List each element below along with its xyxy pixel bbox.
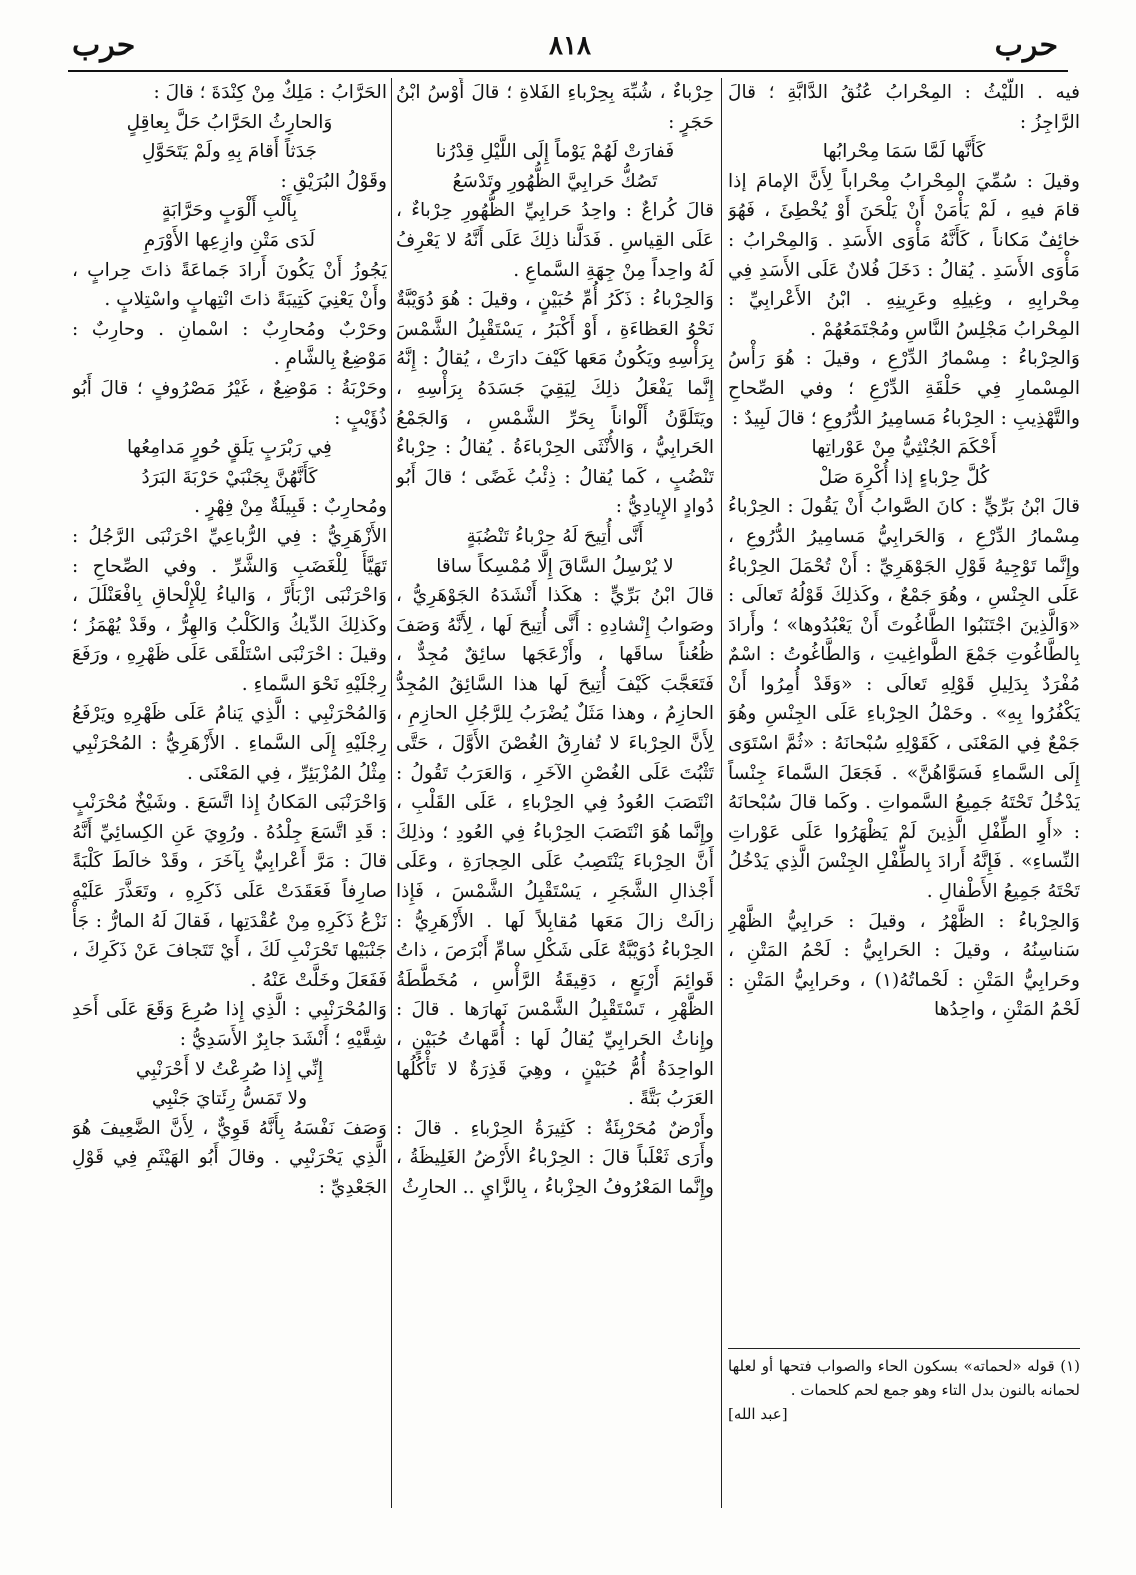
verse-line: تَصُكُّ حَرابِيَّ الظُّهُورِ وتَدْسَعُ [452,170,658,192]
column-left [72,78,387,1508]
column-middle [396,78,714,1508]
paragraph: الأَزْهَرِيُّ : فِي الرُّباعِيِّ احْرَنْبَى الرَّجُلُ : تَهَيَّأَ لِلْغَضَبِ وَالشَّرِّ . وفي الصِّحاحِ : وَاحْرَنْبَى ازْبَأَرَّ ، وَالياءُ لِلْإِلْحاقِ بِافْعَنْلَلَ ، وكَذلِكَ الدِّيكُ وَالكَلْبُ وَالهِرُّ ، وقَدْ يُهْمَزُ ؛ وقيلَ : احْرَنْبَى اسْتَلْقَى عَلَى ظَهْرِهِ ، ورَفَعَ رِجْلَيْهِ نَحْوَ السَّماءِ . [72,525,387,695]
paragraph: فيه . اللَّيْثُ : المِحْرابُ عُنُقُ الدَّابَّةِ ؛ قالَ الرَّاجِزُ : [728,82,1080,133]
footnote-signature: [عبد الله] [728,1405,788,1423]
column-right [728,78,1080,1338]
footnote [728,1354,1080,1426]
verse-line: فَفارَتْ لَهُمْ يَوْماً إِلَى اللَّيْلِ قِدْرُنا [435,141,675,163]
verse-line: كُلَّ حِرْباءٍ إذا أُكْرِهَ صَلْ [818,466,990,488]
paragraph: وَالحِرْباءُ : مِسْمارُ الدِّرْعِ ، وقيلَ : هُوَ رَأْسُ المِسْمارِ فِي حَلْقَةِ الدِّرْعِ ؛ وفي الصِّحاحِ والتَّهْذِيبِ : الحِرْباءُ مَسامِيرُ الدُّرُوعِ ؛ قالَ لَبِيدٌ : [728,348,1080,429]
paragraph: وقيلَ : سُمِّيَ المِحْرابُ مِحْراباً لِأَنَّ الإمامَ إذا قامَ فيهِ ، لَمْ يَأْمَنْ أَنْ يَلْحَنَ أَوْ يُخْطِئَ ، فَهُوَ خائِفٌ مَكاناً ، كَأَنَّهُ مَأْوَى الأَسَدِ . وَالمِحْرابُ : مَأْوَى الأَسَدِ . يُقالُ : دَخَلَ فُلانٌ عَلَى الأَسَدِ فِي مِحْرابِهِ ، وغِيلِهِ وعَرِينِهِ . ابْنُ الأَعْرابِيِّ : المِحْرابُ مَجْلِسُ النَّاسِ ومُجْتَمَعُهُمْ . [728,170,1080,340]
paragraph: وحَرْبَةُ : مَوْضِعٌ ، غَيْرُ مَصْرُوفٍ ؛ قالَ أَبُو ذُؤَيْبٍ : [72,377,387,429]
paragraph: وَالحِرْباءُ : الظَّهْرُ ، وقيلَ : حَرابِيُّ الظَّهْرِ سَناسِنُهُ ، وقيلَ : الحَرابِيُّ : لَحْمُ المَتْنِ ، وحَرابِيُّ المَتْنِ : لَحْماتُهُ(١) ، وحَرابِيُّ المَتْنِ : لَحْمُ المَتْنِ ، واحِدُها [728,910,1080,1021]
header-root-word-right: حرب [994,28,1058,63]
verse-line: بِأَلْبِ أَلْوَبٍ وحَرَّابَةٍ [161,200,298,222]
verse-line: أَنَّى أُتِيحَ لَهُ حِرْباءُ تَنْضُبَةٍ [466,525,644,547]
verse-line: فِي رَبْرَبٍ يَلَقٍ حُورٍ مَدامِعُها [127,437,332,459]
paragraph: قالَ كُراعٌ : واحِدُ حَرابِيِّ الظُّهُورِ حِرْباءٌ ، عَلَى القِياسِ . فَدَلَّنا ذلِكَ عَلَى أَنَّهُ لا يَعْرِفُ لَهُ واحِداً مِنْ جِهَةِ السَّماعِ . [396,200,714,281]
paragraph: وحَرْبٌ ومُحارِبٌ : اسْمانِ . وحارِبٌ : مَوْضِعٌ بِالشَّامِ . [72,318,387,370]
verse-line: أَحْكَمَ الجُنْثِيُّ مِنْ عَوْراتِها [811,437,997,459]
paragraph: الحَرَّابُ : مَلِكٌ مِنْ كِنْدَةَ ؛ قالَ : [153,82,387,103]
paragraph: قالَ ابْنُ بَرِّيٍّ : كانَ الصَّوابُ أَنْ يَقُولَ : الحِرْباءُ مِسْمارُ الدِّرْعِ ، وَالحَرابِيُّ مَسامِيرُ الدُّرُوعِ ، وإِنَّما تَوْجِيهُ قَوْلِ الجَوْهَرِيِّ : أَنْ تُحْمَلَ الحِرْباءُ عَلَى الجِنْسِ ، وهُوَ جَمْعٌ ، وكَذلِكَ قَوْلُهُ تَعالَى : «وَالَّذِينَ اجْتَنَبُوا الطَّاغُوتَ أَنْ يَعْبُدُوها» ؛ وأَرادَ بِالطَّاغُوتِ جَمْعَ الطَّواغِيتِ ، وَالطَّاغُوتُ : اسْمٌ مُفْرَدٌ بِدَلِيلِ قَوْلِهِ تَعالَى : «وَقَدْ أُمِرُوا أَنْ يَكْفُرُوا بِهِ» . وحَمْلُ الحِرْباءِ عَلَى الجِنْسِ وهُوَ جَمْعٌ فِي المَعْنَى ، كَقَوْلِهِ سُبْحانَهُ : «ثُمَّ اسْتَوَى إِلَى السَّماءِ فَسَوَّاهُنَّ» . فَجَعَلَ السَّماءَ جِنْساً يَدْخُلُ تَحْتَهُ جَمِيعُ السَّمواتِ . وكَما قالَ سُبْحانَهُ : «أَوِ الطِّفْلِ الَّذِينَ لَمْ يَظْهَرُوا عَلَى عَوْراتِ النِّساءِ» . فَإِنَّهُ أَرادَ بِالطِّفْلِ الجِنْسَ الَّذِي يَدْخُلُ تَحْتَهُ جَمِيعُ الأَطْفالِ . [728,496,1080,903]
verse-line: كَأَنَّها لَمَّا سَمَا مِحْرابُها [822,141,986,163]
verse-line: وَالحارِثُ الحَرَّابُ حَلَّ بِعاقِلٍ [126,111,333,133]
paragraph: وَاحْرَنْبَى المَكانُ إِذا اتَّسَعَ . وشَيْخٌ مُحْرَنْبٍ : قَدِ اتَّسَعَ جِلْدُهُ . ورُوِيَ عَنِ الكِسائِيِّ أَنَّهُ قالَ : مَرَّ أَعْرابِيٌّ بِآخَرَ ، وقَدْ خالَطَ كَلْبَةً صارِفاً فَعَقَدَتْ عَلَى ذَكَرِهِ ، وتَعَذَّرَ عَلَيْهِ نَزْعُ ذَكَرِهِ مِنْ عُقْدَتِها ، فَقالَ لَهُ المارُّ : جَأْ جَنْبَيْها تَحْرَنْبِ لَكَ ، أَيْ تَتَجافَ عَنْ ذَكَرِكَ ، فَفَعَلَ وخَلَّتْ عَنْهُ . [72,792,387,991]
page-number: ٨١٨ [549,31,591,61]
verse-line: ولا تَمَسُّ رِئَتايَ جَنْبِي [151,1088,308,1110]
paragraph: ومُحارِبٌ : قَبِيلَةٌ مِنْ فِهْرٍ . [194,496,387,518]
column-divider [391,78,392,1508]
paragraph: وأَرْضٌ مُحَرْبِئَةٌ : كَثِيرَةُ الحِرْباءِ . قالَ : وأَرَى ثَعْلَباً قالَ : الحِرْباءُ الأَرْضُ الغَلِيظَةُ ، وإِنَّما المَعْرُوفُ الحِزْباءُ ، بِالزَّايِ .. الحارِثُ [396,1117,714,1198]
paragraph: حِرْباءٌ ، شُبِّهَ بِحِرْباءِ الفَلاةِ ؛ قالَ أَوْسُ ابْنُ حَجَرٍ : [396,82,714,133]
verse-line: كَأَنَّهُنَّ بِجَنْبَيْ حَرْبَةَ البَرَدُ [141,466,318,488]
footnote-rule [728,1348,1080,1349]
paragraph: وقَوْلُ البُرَيْقِ : [280,170,387,192]
verse-line: لَدَى مَتْنِ وازِعِها الأَوْرَمِ [143,229,316,251]
verse-line: لا يُرْسِلُ السَّاقَ إِلَّا مُمْسِكاً ساقا [436,555,674,577]
column-divider [721,78,722,1508]
paragraph: يَجُوزُ أَنْ يَكُونَ أَرادَ جَماعَةً ذاتَ حِرابٍ ، وأَنْ يَعْنِيَ كَتِيبَةً ذاتَ انْتِهابٍ واسْتِلابٍ . [72,259,387,311]
verse-line: إِنِّي إِذا صُرِعْتُ لا أَحْرَنْبِي [135,1058,324,1080]
verse-line: جَدَثاً أَقامَ بِهِ ولَمْ يَتَحَوَّلِ [141,141,318,163]
paragraph: وَالمُحْرَنْبِي : الَّذِي يَنامُ عَلَى ظَهْرِهِ ويَرْفَعُ رِجْلَيْهِ إِلَى السَّماءِ . الأَزْهَرِيُّ : المُحْرَنْبِي مِثْلُ المُزْبَئِرِّ ، فِي المَعْنَى . [72,703,387,784]
header-root-word-left: حرب [72,28,136,63]
paragraph: قالَ ابْنُ بَرِّيٍّ : هكَذا أَنْشَدَهُ الجَوْهَرِيُّ ، وصَوابُ إِنْشادِهِ : أَنَّى أُتِيحَ لَها ، لِأَنَّهُ وَصَفَ ظُعُناً ساقَها ، وأَزْعَجَها سائِقٌ مُجِدٌّ ، فَتَعَجَّبَ كَيْفَ أُتِيحَ لَها هذا السَّائِقُ المُجِدُّ الحازِمُ ، وهذا مَثَلٌ يُضْرَبُ لِلرَّجُلِ الحازِمِ ، لِأَنَّ الحِرْباءَ لا تُفارِقُ الغُصْنَ الأَوَّلَ ، حَتَّى تَثْبُتَ عَلَى الغُصْنِ الآخَرِ ، وَالعَرَبُ تَقُولُ : انْتَصَبَ العُودُ فِي الحِرْباءِ ، عَلَى القَلْبِ ، وإِنَّما هُوَ انْتَصَبَ الحِرْباءُ فِي العُودِ ؛ وذلِكَ أَنَّ الحِرْباءَ يَنْتَصِبُ عَلَى الحِجارَةِ ، وعَلَى أَجْذالِ الشَّجَرِ ، يَسْتَقْبِلُ الشَّمْسَ ، فَإِذا زالَتْ زالَ مَعَها مُقابِلاً لَها . الأَزْهَرِيُّ : الحِرْباءُ دُوَيْبَّةٌ عَلَى شَكْلِ سامِّ أَبْرَصَ ، ذاتُ قَوائِمَ أَرْبَعٍ ، دَقِيقَةُ الرَّأْسِ ، مُخَطَّطَةُ الظَّهْرِ ، تَسْتَقْبِلُ الشَّمْسَ نَهارَها . قالَ : وإِناثُ الحَرابِيِّ يُقالُ لَها : أُمَّهاتُ حُبَيْنٍ ، الواحِدَةُ أُمُّ حُبَيْنٍ ، وهِيَ قَذِرَةٌ لا تَأْكُلُها العَرَبُ بَتَّةً . [396,585,714,1110]
paragraph: وَالحِرْباءُ : ذَكَرُ أُمِّ حُبَيْنٍ ، وقيلَ : هُوَ دُوَيْبَّةٌ نَحْوُ العَظاءَةِ ، أَوْ أَكْبَرُ ، يَسْتَقْبِلُ الشَّمْسَ بِرَأْسِهِ ويَكُونُ مَعَها كَيْفَ دارَتْ ، يُقالُ : إِنَّهُ إِنَّما يَفْعَلُ ذلِكَ لِيَقِيَ جَسَدَهُ بِرَأْسِهِ ، ويَتَلَوَّنُ أَلْواناً بِحَرِّ الشَّمْسِ ، وَالجَمْعُ الحَرابِيُّ ، وَالأُنْثَى الحِرْباءَةُ . يُقالُ : حِرْباءٌ تَنْضُبٍ ، كَما يُقالُ : ذِئْبُ غَضًى ؛ قالَ أَبُو دُوادٍ الإِيادِيُّ : [396,289,714,518]
footnote-text: (١) قوله «لحماته» بسكون الحاء والصواب فتحها أو لعلها لحمانه بالنون بدل التاء وهو جمع لحم كلحمات . [728,1357,1080,1399]
paragraph: وَالمُحْرَنْبِي : الَّذِي إِذا صُرِعَ وَقَعَ عَلَى أَحَدِ شِقَّيْهِ ؛ أَنْشَدَ جابِرٌ الأَسَدِيُّ : [72,999,387,1050]
header-rule [68,70,1068,72]
paragraph: وَصَفَ نَفْسَهُ بِأَنَّهُ قَوِيٌّ ، لِأَنَّ الضَّعِيفَ هُوَ الَّذِي يَحْرَنْبِي . وقالَ أَبُو الهَيْثَمِ فِي قَوْلِ الجَعْدِيِّ : [72,1117,387,1198]
